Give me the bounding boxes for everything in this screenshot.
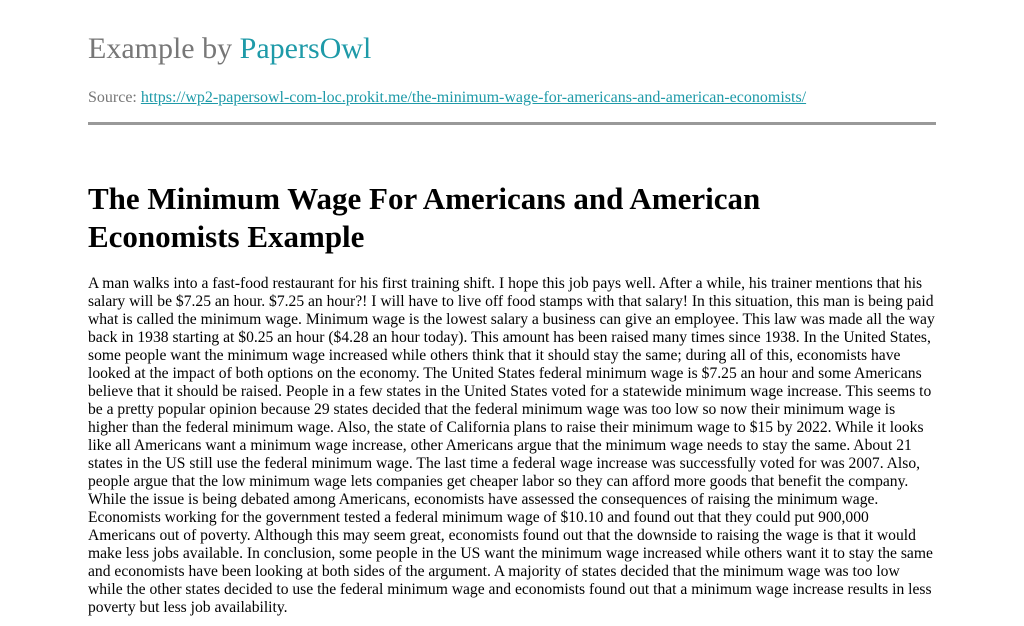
- brand-header: [88, 31, 371, 67]
- article-body: A man walks into a fast-food restaurant for his first training shift. I hope this job pays well. After a while, his trainer mentions that his salary will be $7.25 an hour. $7.25 an hour?! I will have to live off food stamps with that salary! In this situation, this man is being paid what is called the minimum wage. Minimum wage is the lowest salary a business can give an employee. This law was made all the way back in 1938 starting at $0.25 an hour ($4.28 an hour today). This amount has been raised many times since 1938. In the United States, some people want the minimum wage increased while others think that it should stay the same; during all of this, economists have looked at the impact of both options on the economy. The United States federal minimum wage is $7.25 an hour and some Americans believe that it should be raised. People in a few states in the United States voted for a statewide minimum wage increase. This seems to be a pretty popular opinion because 29 states decided that the federal minimum wage was too low so now their minimum wage is higher than the federal minimum wage. Also, the state of California plans to raise their minimum wage to $15 by 2022. While it looks like all Americans want a minimum wage increase, other Americans argue that the minimum wage needs to stay the same. About 21 states in the US still use the federal minimum wage. The last time a federal wage increase was successfully voted for was 2007. Also, people argue that the low minimum wage lets companies get cheaper labor so they can afford more goods that benefit the company. While the issue is being debated among Americans, economists have assessed the consequences of raising the minimum wage. Economists working for the government tested a federal minimum wage of $10.10 and found out that they could put 900,000 Americans out of poverty. Although this may seem great, economists found out that the downside to raising the wage is that it would make less jobs available. In conclusion, some people in the US want the minimum wage increased while others want it to stay the same and economists have been looking at both sides of the argument. A majority of states decided that the minimum wage was too low while the other states decided to use the federal minimum wage and economists found out that a minimum wage increase results in less poverty but less job availability.: [88, 275, 935, 616]
- article-title: The Minimum Wage For Americans and American Economists Example: [88, 181, 761, 254]
- brand-name[interactable]: PapersOwl: [239, 32, 372, 65]
- header-divider: [88, 122, 936, 125]
- source-link[interactable]: https://wp2-papersowl-com-loc.prokit.me/the-minimum-wage-for-americans-and-american-economists/: [140, 89, 807, 106]
- brand-prefix: Example by: [88, 32, 240, 65]
- source-line: [88, 88, 806, 108]
- source-label: Source:: [88, 89, 141, 106]
